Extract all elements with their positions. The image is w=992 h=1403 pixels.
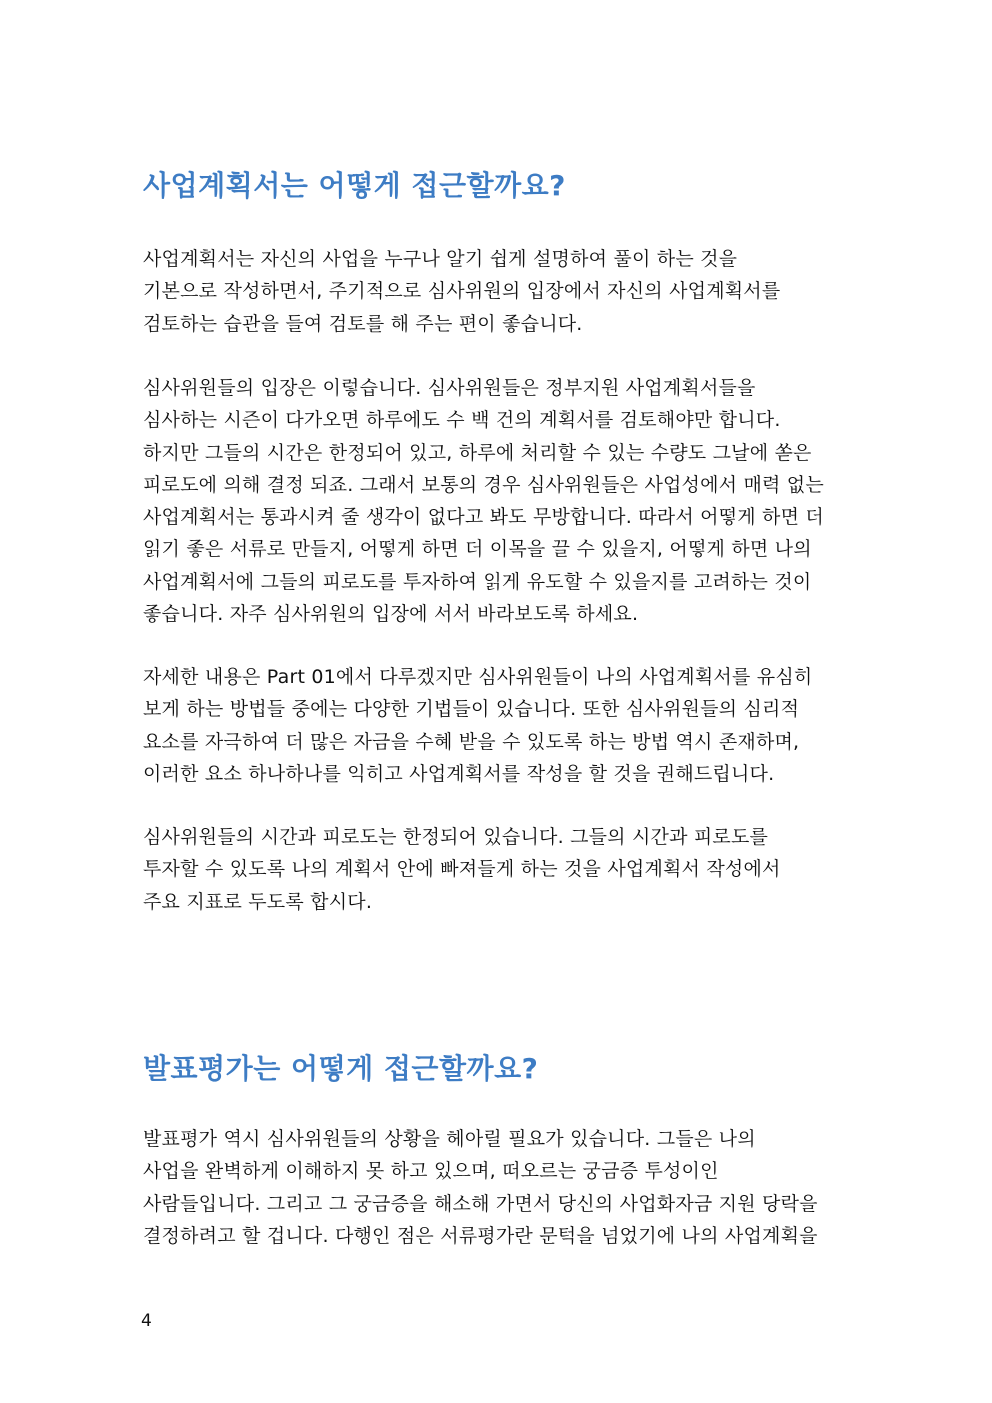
- text-line: 주요 지표로 두도록 합시다.: [143, 890, 373, 913]
- paragraph: [143, 1123, 863, 1252]
- text-line: 투자할 수 있도록 나의 계획서 안에 빠져들게 하는 것을 사업계획서 작성에서: [143, 858, 781, 881]
- text-line: 읽기 좋은 서류로 만들지, 어떻게 하면 더 이목을 끌 수 있을지, 어떻게 하면 나의: [143, 538, 812, 561]
- text-line: 자세한 내용은 Part 01에서 다루겠지만 심사위원들이 나의 사업계획서를 유심히: [143, 666, 813, 688]
- text-line: 보게 하는 방법들 중에는 다양한 기법들이 있습니다. 또한 심사위원들의 심리적: [143, 698, 800, 721]
- text-line: 사업을 완벽하게 이해하지 못 하고 있으며, 떠오르는 궁금증 투성이인: [143, 1160, 719, 1183]
- text-line: 사람들입니다. 그리고 그 궁금증을 해소해 가면서 당신의 사업화자금 지원 당락을: [143, 1192, 818, 1215]
- section-heading-business-plan: 사업계획서는 어떻게 접근할까요?: [143, 169, 566, 202]
- text-line: 심사하는 시즌이 다가오면 하루에도 수 백 건의 계획서를 검토해야만 합니다.: [143, 409, 781, 432]
- section-heading-presentation: 발표평가는 어떻게 접근할까요?: [143, 1052, 539, 1085]
- page-number: 4: [141, 1311, 152, 1331]
- text-line: 심사위원들의 입장은 이렇습니다. 심사위원들은 정부지원 사업계획서들을: [143, 377, 756, 399]
- text-line: 결정하려고 할 겁니다. 다행인 점은 서류평가란 문턱을 넘었기에 나의 사업계획을: [143, 1224, 818, 1247]
- text-line: 검토하는 습관을 들여 검토를 해 주는 편이 좋습니다.: [143, 312, 583, 335]
- text-line: 발표평가 역시 심사위원들의 상황을 헤아릴 필요가 있습니다. 그들은 나의: [143, 1128, 756, 1150]
- text-line: 사업계획서는 자신의 사업을 누구나 알기 쉽게 설명하여 풀이 하는 것을: [143, 248, 738, 270]
- text-line: 하지만 그들의 시간은 한정되어 있고, 하루에 처리할 수 있는 수량도 그날에 쏟은: [143, 441, 812, 464]
- text-line: 사업계획서에 그들의 피로도를 투자하여 읽게 유도할 수 있을지를 고려하는 것이: [143, 570, 812, 593]
- paragraph: [143, 661, 863, 790]
- text-line: 요소를 자극하여 더 많은 자금을 수혜 받을 수 있도록 하는 방법 역시 존재하며,: [143, 730, 800, 753]
- paragraph: [143, 821, 863, 918]
- text-line: 피로도에 의해 결정 되죠. 그래서 보통의 경우 심사위원들은 사업성에서 매력 없는: [143, 473, 824, 496]
- text-line: 이러한 요소 하나하나를 익히고 사업계획서를 작성을 할 것을 권해드립니다.: [143, 762, 775, 785]
- paragraph: [143, 243, 863, 340]
- text-line: 좋습니다. 자주 심사위원의 입장에 서서 바라보도록 하세요.: [143, 603, 639, 626]
- paragraph: [143, 372, 863, 630]
- text-line: 기본으로 작성하면서, 주기적으로 심사위원의 입장에서 자신의 사업계획서를: [143, 280, 781, 303]
- text-line: 사업계획서는 통과시켜 줄 생각이 없다고 봐도 무방합니다. 따라서 어떻게 하면 더: [143, 506, 824, 529]
- text-line: 심사위원들의 시간과 피로도는 한정되어 있습니다. 그들의 시간과 피로도를: [143, 826, 769, 848]
